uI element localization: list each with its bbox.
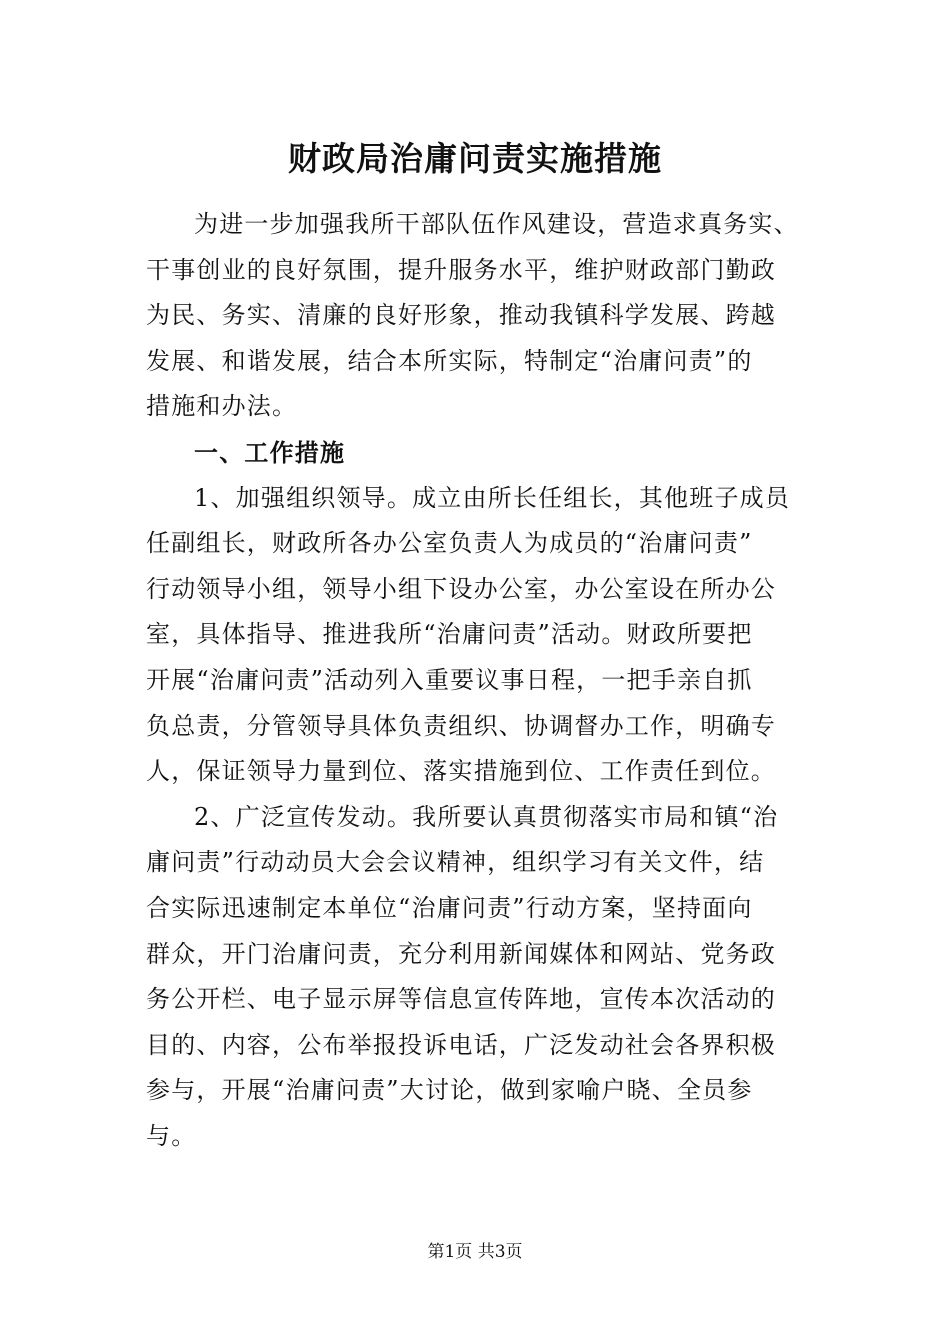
paragraph-2-line-4: 群众，开门治庸问责，充分利用新闻媒体和网站、党务政 (146, 939, 776, 968)
paragraph-2-line-7: 参与，开展“治庸问责”大讨论，做到家喻户晓、全员参 (146, 1076, 753, 1105)
document-title: 财政局治庸问责实施措施 (288, 139, 662, 178)
paragraph-1-line-7: 人，保证领导力量到位、落实措施到位、工作责任到位。 (146, 757, 776, 786)
paragraph-intro-line-2: 干事创业的良好氛围，提升服务水平，维护财政部门勤政 (146, 255, 776, 284)
page-number-footer: 第1页 共3页 (427, 1242, 523, 1262)
paragraph-1-line-4: 室，具体指导、推进我所“治庸问责”活动。财政所要把 (146, 620, 753, 649)
paragraph-2-line-5: 务公开栏、电子显示屏等信息宣传阵地，宣传本次活动的 (146, 985, 776, 1014)
paragraph-intro-line-5: 措施和办法。 (146, 392, 298, 421)
paragraph-intro-line-3: 为民、务实、清廉的良好形象，推动我镇科学发展、跨越 (146, 301, 776, 330)
document-body (146, 202, 806, 1159)
paragraph-2-line-6: 目的、内容，公布举报投诉电话，广泛发动社会各界积极 (146, 1030, 776, 1059)
paragraph-intro-line-4: 发展、和谐发展，结合本所实际，特制定“治庸问责”的 (146, 346, 753, 375)
paragraph-2-line-8: 与。 (146, 1121, 197, 1150)
paragraph-intro-line-1: 为进一步加强我所干部队伍作风建设，营造求真务实、 (194, 210, 799, 238)
section-heading: 一、工作措施 (194, 437, 346, 467)
paragraph-1-line-3: 行动领导小组，领导小组下设办公室，办公室设在所办公 (146, 574, 776, 603)
paragraph-1-line-1: 1、加强组织领导。成立由所长任组长，其他班子成员 (194, 483, 791, 512)
paragraph-2-line-1: 2、广泛宣传发动。我所要认真贯彻落实市局和镇“治 (194, 802, 779, 831)
paragraph-2-line-3: 合实际迅速制定本单位“治庸问责”行动方案，坚持面向 (146, 893, 753, 922)
paragraph-1-line-6: 负总责，分管领导具体负责组织、协调督办工作，明确专 (146, 711, 776, 740)
paragraph-1-line-2: 任副组长，财政所各办公室负责人为成员的“治庸问责” (146, 529, 753, 558)
paragraph-1-line-5: 开展“治庸问责”活动列入重要议事日程，一把手亲自抓 (146, 665, 753, 694)
paragraph-2-line-2: 庸问责”行动动员大会会议精神，组织学习有关文件，结 (146, 848, 765, 877)
